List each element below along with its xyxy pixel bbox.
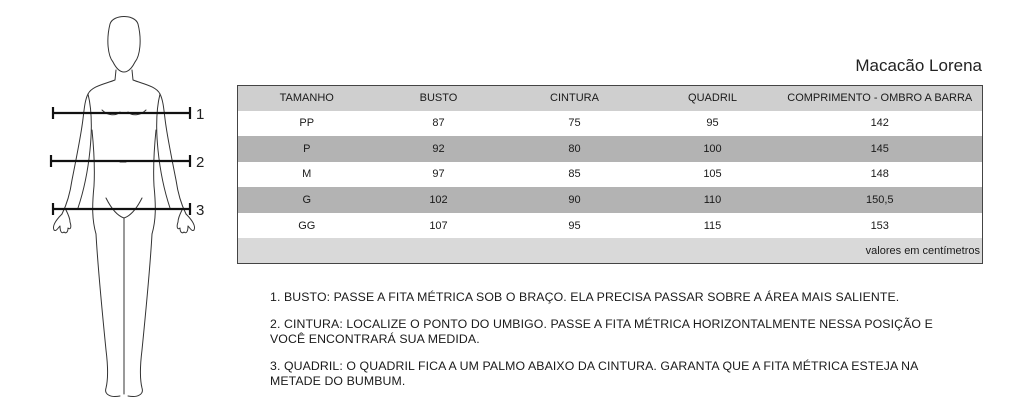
head-outline xyxy=(108,17,140,73)
marker-3: 3 xyxy=(196,202,205,219)
cell-hip: 100 xyxy=(648,136,778,162)
cell-length: 142 xyxy=(778,111,983,137)
header-size: TAMANHO xyxy=(238,86,376,111)
cell-size: G xyxy=(238,187,376,213)
cell-size: PP xyxy=(238,111,376,137)
cell-waist: 95 xyxy=(502,213,648,239)
header-bust: BUSTO xyxy=(376,86,502,111)
table-row xyxy=(238,213,983,239)
product-title: Macacão Lorena xyxy=(855,56,982,75)
cell-bust: 87 xyxy=(376,111,502,137)
units-note-row xyxy=(238,238,983,263)
cell-waist: 75 xyxy=(502,111,648,137)
instruction-waist: 2. CINTURA: LOCALIZE O PONTO DO UMBIGO. PASSE A FITA MÉTRICA HORIZONTALMENTE NESSA POSIÇÃO E VOCÊ ENCONTRARÁ SUA MEDIDA. xyxy=(270,316,933,346)
units-note: valores em centímetros xyxy=(238,238,983,263)
cell-bust: 107 xyxy=(376,213,502,239)
instruction-hip: 3. QUADRIL: O QUADRIL FICA A UM PALMO ABAIXO DA CINTURA. GARANTA QUE A FITA MÉTRICA ESTEJA NA METADE DO BUMBUM. xyxy=(270,358,918,388)
measurement-instructions xyxy=(270,290,950,401)
cell-size: GG xyxy=(238,213,376,239)
cell-bust: 92 xyxy=(376,136,502,162)
header-hip: QUADRIL xyxy=(648,86,778,111)
header-waist: CINTURA xyxy=(502,86,648,111)
cell-length: 153 xyxy=(778,213,983,239)
cell-size: M xyxy=(238,162,376,188)
marker-1: 1 xyxy=(196,106,205,123)
cell-length: 145 xyxy=(778,136,983,162)
cell-hip: 95 xyxy=(648,111,778,137)
table-row xyxy=(238,187,983,213)
torso-outline xyxy=(62,70,186,214)
cell-waist: 90 xyxy=(502,187,648,213)
cell-waist: 80 xyxy=(502,136,648,162)
cell-hip: 110 xyxy=(648,187,778,213)
size-chart-table xyxy=(237,85,983,264)
cell-hip: 115 xyxy=(648,213,778,239)
table-row xyxy=(238,111,983,137)
cell-length: 148 xyxy=(778,162,983,188)
cell-size: P xyxy=(238,136,376,162)
table-row xyxy=(238,162,983,188)
cell-hip: 105 xyxy=(648,162,778,188)
cell-waist: 85 xyxy=(502,162,648,188)
legs-outline xyxy=(96,218,152,397)
cell-bust: 102 xyxy=(376,187,502,213)
table-row xyxy=(238,136,983,162)
instruction-bust: 1. BUSTO: PASSE A FITA MÉTRICA SOB O BRAÇO. ELA PRECISA PASSAR SOBRE A ÁREA MAIS SALIENTE. xyxy=(270,290,900,304)
header-length: COMPRIMENTO - OMBRO A BARRA xyxy=(778,86,983,111)
body-figure-illustration xyxy=(40,10,220,410)
table-header-row xyxy=(238,86,983,111)
marker-2: 2 xyxy=(196,154,205,171)
cell-bust: 97 xyxy=(376,162,502,188)
cell-length: 150,5 xyxy=(778,187,983,213)
